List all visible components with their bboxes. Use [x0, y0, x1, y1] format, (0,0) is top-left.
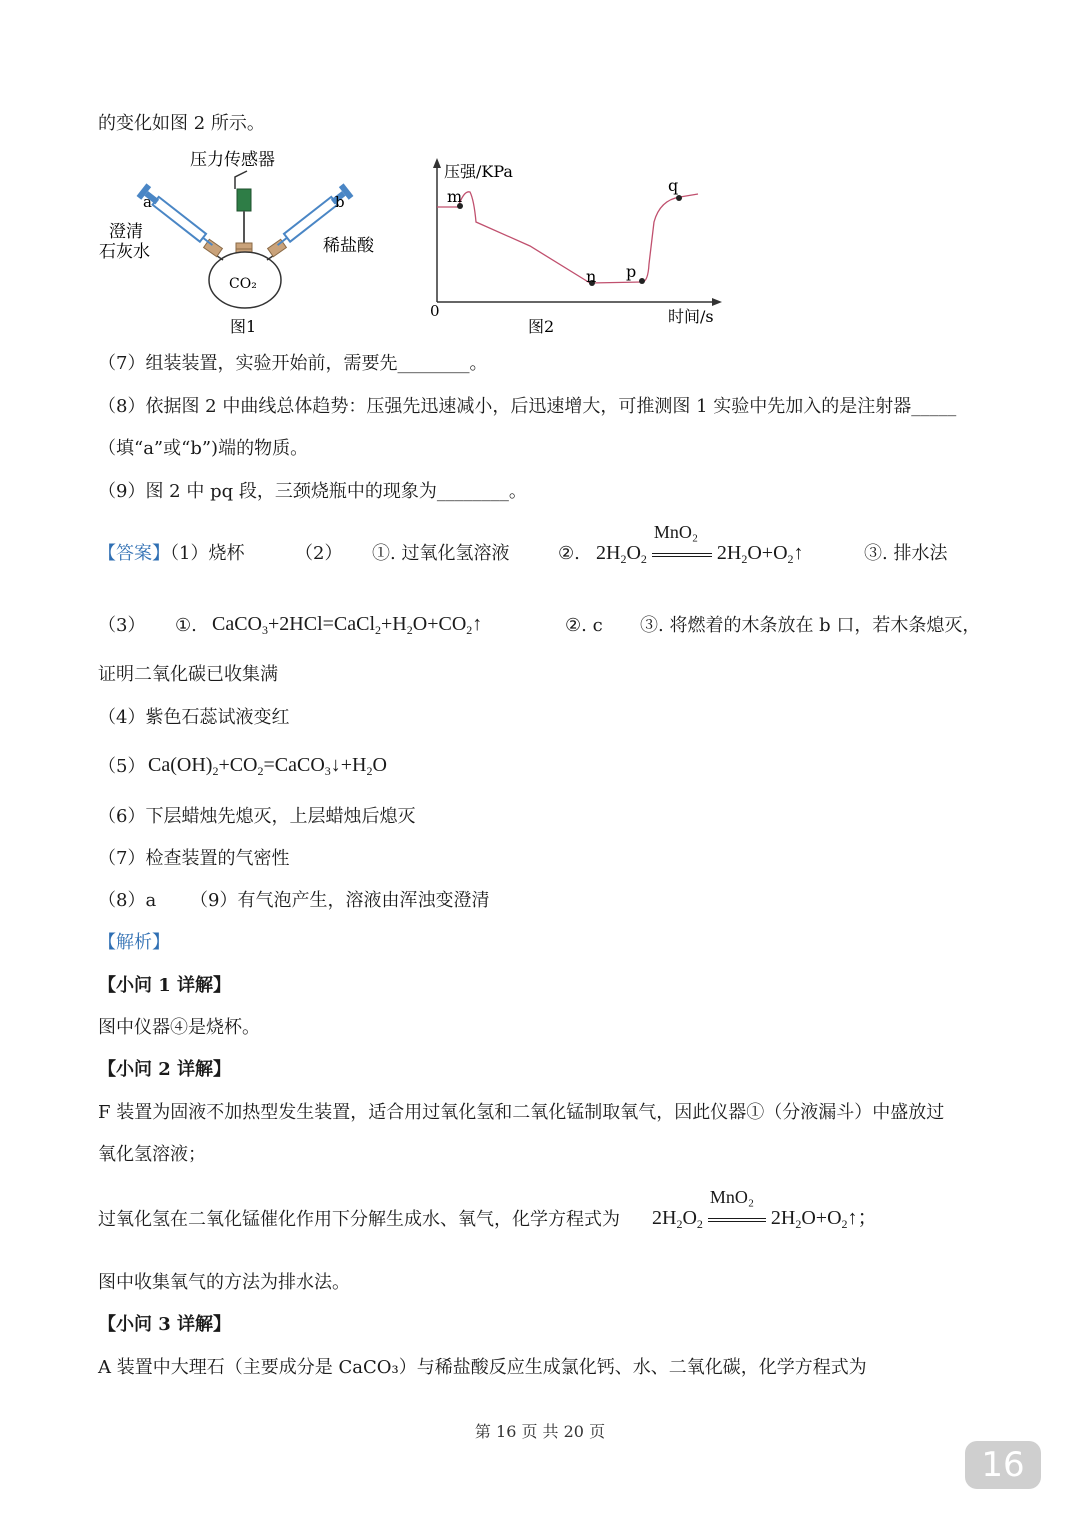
question-8-line1: （8）依据图 2 中曲线总体趋势：压强先迅速减小，后迅速增大，可推测图 1 实验中先加入的是注射器_____ — [98, 396, 957, 417]
answer-3-1: ①. — [175, 615, 197, 636]
syringe-a-label: a — [143, 193, 152, 211]
answer-5-label: （5） — [98, 756, 146, 777]
syringe-b-label: b — [335, 193, 345, 211]
answer-5-equation: $Ca(OH)_2+CO_2=CaCO_3↓+H_2O$ — [148, 754, 387, 778]
answer-1: （1）烧杯 — [170, 543, 245, 564]
section-2-text-2: 氧化氢溶液； — [98, 1144, 206, 1165]
point-n-label: n — [586, 267, 597, 286]
right-reagent-label: 稀盐酸 — [323, 236, 374, 256]
point-m-label: m — [447, 187, 463, 206]
page-badge: 16 — [965, 1441, 1041, 1489]
section-3-title: 【小问 3 详解】 — [98, 1314, 232, 1335]
y-axis-label: 压强/KPa — [444, 162, 513, 181]
answer-2-3: ③. 排水法 — [864, 543, 948, 564]
figure-2-caption: 图2 — [528, 317, 555, 336]
answer-2-label: （2） — [295, 543, 343, 564]
question-7: （7）组装装置，实验开始前，需要先________。 — [98, 353, 488, 374]
page-number-label: 第 16 页 共 20 页 — [474, 1422, 606, 1441]
point-p — [639, 278, 645, 284]
answer-2-equation: $2H_2O_2$ MnO₂ $2H_2O+O_2↑$ — [596, 522, 804, 566]
section-2-text-3-suffix: ； — [857, 1207, 878, 1229]
answer-8: （8）a — [98, 890, 157, 911]
section-2-text-1: F 装置为固液不加热型发生装置，适合用过氧化氢和二氧化锰制取氧气，因此仪器①（分液漏斗）中盛放过 — [98, 1102, 945, 1123]
origin-label: 0 — [430, 302, 440, 320]
answer-3-3: ③. 将燃着的木条放在 b 口，若木条熄灭， — [640, 615, 981, 636]
pressure-sensor — [237, 189, 251, 211]
section-2-text-4: 图中收集氧气的方法为排水法。 — [98, 1272, 350, 1293]
analysis-tag: 【解析】 — [98, 932, 170, 953]
section-2-equation: $2H_2O_2$ MnO₂ $2H_2O+O_2↑$； — [652, 1187, 878, 1231]
section-3-text: A 装置中大理石（主要成分是 CaCO₃）与稀盐酸反应生成氯化钙、水、二氧化碳，化学方程式为 — [98, 1357, 867, 1378]
intro-text: 的变化如图 2 所示。 — [98, 113, 265, 134]
section-2-text-3 — [98, 1208, 620, 1232]
catalyst-label: MnO₂ — [653, 522, 699, 543]
point-q-label: q — [668, 176, 679, 195]
sensor-label: 压力传感器 — [190, 150, 275, 170]
section-2-title: 【小问 2 详解】 — [98, 1059, 232, 1080]
answer-6: （6）下层蜡烛先熄灭，上层蜡烛后熄灭 — [98, 806, 416, 827]
point-q — [676, 195, 682, 201]
answer-3-equation: $CaCO_3+2HCl=CaCl_2+H_2O+CO_2↑$ — [212, 613, 483, 637]
figure-1-apparatus — [95, 145, 405, 345]
answer-3-2: ②. c — [565, 615, 603, 636]
catalyst-label-2: MnO₂ — [709, 1187, 755, 1208]
flask-gas-label: CO₂ — [229, 276, 257, 292]
answer-row-1 — [98, 542, 244, 566]
figure-1-caption: 图1 — [230, 317, 257, 336]
question-9: （9）图 2 中 pq 段，三颈烧瓶中的现象为________。 — [98, 481, 527, 502]
section-2-text-3-prefix: 过氧化氢在二氧化锰催化作用下分解生成水、氧气，化学方程式为 — [98, 1209, 620, 1230]
section-1-title: 【小问 1 详解】 — [98, 975, 232, 996]
left-reagent-line2: 石灰水 — [99, 242, 150, 262]
answer-3-label: （3） — [98, 615, 146, 636]
point-p-label: p — [626, 262, 637, 281]
answer-7: （7）检查装置的气密性 — [98, 848, 290, 869]
left-reagent-line1: 澄清 — [109, 222, 143, 242]
pressure-curve — [437, 192, 698, 283]
figure-2-pressure-chart — [420, 150, 740, 340]
answer-9: （9）有气泡产生，溶液由浑浊变澄清 — [190, 890, 490, 911]
answer-2-1: ①. 过氧化氢溶液 — [372, 543, 510, 564]
reaction-arrow-2 — [708, 1218, 766, 1222]
answer-4: （4）紫色石蕊试液变红 — [98, 707, 290, 728]
reaction-arrow — [652, 553, 712, 557]
x-axis-label: 时间/s — [668, 307, 714, 326]
question-8-line2: （填“a”或“b”)端的物质。 — [98, 438, 309, 459]
answer-2-2: ②. — [558, 543, 580, 564]
section-1-text: 图中仪器④是烧杯。 — [98, 1017, 260, 1038]
answer-tag: 【答案】 — [98, 543, 170, 564]
answer-3-continued: 证明二氧化碳已收集满 — [98, 664, 278, 685]
